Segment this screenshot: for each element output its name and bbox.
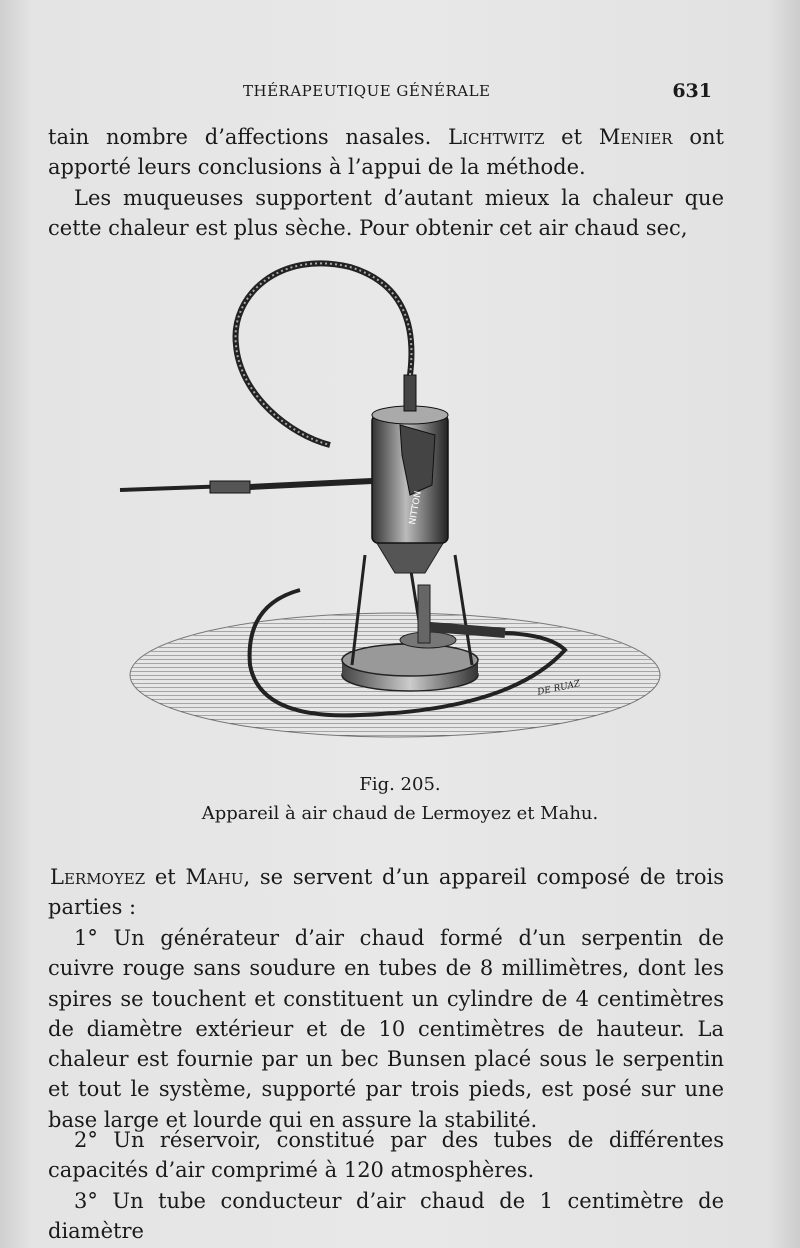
running-title: THÉRAPEUTIQUE GÉNÉRALE [243, 82, 491, 100]
paragraph-continuation [48, 122, 724, 183]
paragraph-intro [48, 862, 724, 923]
list-item-tube: 3° Un tube conducteur d’air chaud de 1 centimètre de diamètre [48, 1189, 724, 1244]
list-item-reservoir: 2° Un réservoir, constitué par des tubes de différentes capacités d’air comprimé à 120 atmosphères. [48, 1128, 724, 1183]
page-header [48, 80, 712, 104]
author-name: Lermoyez [50, 865, 146, 889]
page-number: 631 [672, 80, 712, 102]
hot-air-apparatus-illustration [110, 255, 670, 755]
text-run: et [145, 865, 186, 889]
paragraph-heat: Les muqueuses supportent d’autant mieux la chaleur que cette chaleur est plus sèche. Pour obtenir cet air chaud sec, [48, 186, 724, 241]
author-name: Menier [598, 125, 673, 149]
text-run: et [544, 125, 599, 149]
list-item-generator: 1° Un générateur d’air chaud formé d’un serpentin de cuivre rouge sans soudure en tubes de 8 millimètres, dont les spires se touchent et constituent un cylindre de 4 centimètres de diamètre extérieur et de 10 centimètres de hauteur. La chaleur est fournie par un bec Bunsen placé sous le serpentin et tout le système, supporté par trois pieds, est posé sur une base large et lourde qui en assure la stabilité. [48, 926, 724, 1132]
author-name: Lichtwitz [448, 125, 545, 149]
text-run: , se servent d’un appareil composé de trois parties : [48, 865, 724, 920]
text-run: ont apporté leurs conclusions à l’appui de la méthode. [48, 125, 724, 180]
figure-caption: Appareil à air chaud de Lermoyez et Mahu. [201, 803, 599, 824]
text-run: tain nombre d’affections nasales. [48, 125, 449, 149]
author-name: Mahu [185, 865, 244, 889]
figure-number: Fig. 205. [359, 774, 441, 795]
engraver-signature: DE RUAZ [536, 679, 582, 698]
engraving-label: NITTON [408, 490, 424, 526]
